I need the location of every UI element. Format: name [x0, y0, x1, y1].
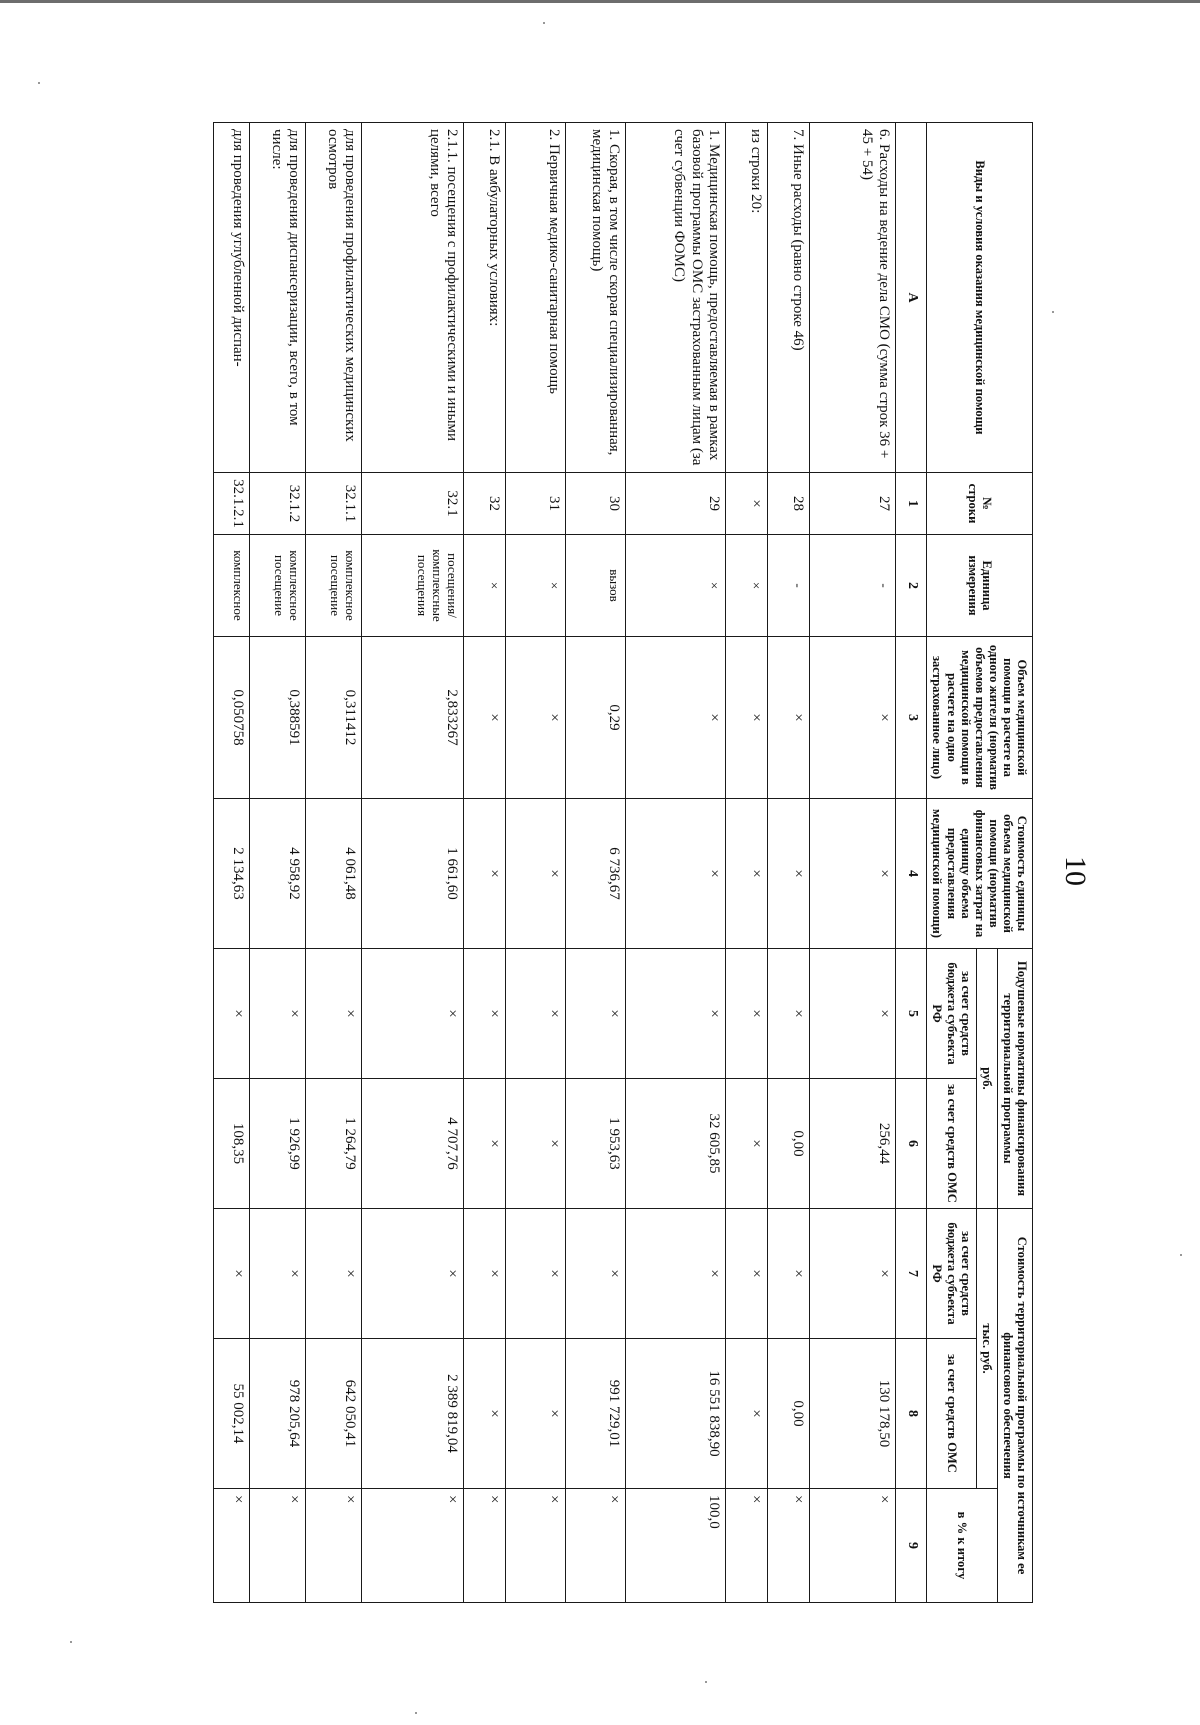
row-line-number: 27	[810, 473, 896, 535]
row-line-number: 32	[464, 473, 506, 535]
column-number: 5	[896, 949, 927, 1079]
row-name: 2.1. В амбулаторных условиях:	[464, 123, 506, 473]
scan-speck	[705, 1681, 707, 1683]
header-unit-thousand-rub: тыс. руб.	[976, 1209, 997, 1489]
header-krub-budget: за счет средств бюджета субъекта РФ	[927, 1209, 976, 1339]
header-rub-budget: за счет средств бюджета субъекта РФ	[927, 949, 976, 1079]
row-unit-cost: ×	[626, 799, 726, 949]
page-number: 10	[1059, 856, 1092, 886]
row-krub-budget: ×	[362, 1209, 464, 1339]
row-volume: 2,833267	[362, 637, 464, 799]
row-line-number: 29	[626, 473, 726, 535]
row-line-number: 32.1	[362, 473, 464, 535]
table-row	[810, 123, 896, 1603]
row-percent: ×	[250, 1489, 306, 1603]
rotated-table-wrapper	[213, 122, 1033, 1603]
row-name: 1. Медицинская помощь, предоставляемая в рамках базовой программы ОМС застрахованным лицам (за счет субвенции ФОМС)	[626, 123, 726, 473]
row-krub-oms: 0,00	[768, 1339, 810, 1489]
row-rub-budget: ×	[626, 949, 726, 1079]
row-rub-oms: 108,35	[214, 1079, 250, 1209]
row-name: из строки 20:	[726, 123, 768, 473]
row-rub-budget: ×	[250, 949, 306, 1079]
row-volume: 0,311412	[306, 637, 362, 799]
table-row	[250, 123, 306, 1603]
row-unit: посещения/комплексные посещения	[362, 535, 464, 637]
row-line-number: ×	[726, 473, 768, 535]
row-name: для проведения диспансеризации, всего, в том числе:	[250, 123, 306, 473]
column-number: А	[896, 123, 927, 473]
row-unit-cost: 1 661,60	[362, 799, 464, 949]
table-row	[464, 123, 506, 1603]
row-volume: ×	[464, 637, 506, 799]
row-percent: ×	[362, 1489, 464, 1603]
row-unit-cost: ×	[810, 799, 896, 949]
row-percent: 100,0	[626, 1489, 726, 1603]
row-rub-oms: 32 605,85	[626, 1079, 726, 1209]
row-rub-oms: ×	[726, 1079, 768, 1209]
row-rub-budget: ×	[306, 949, 362, 1079]
row-krub-oms: 16 551 838,90	[626, 1339, 726, 1489]
row-unit-cost: 4 061,48	[306, 799, 362, 949]
row-rub-oms: 1 926,99	[250, 1079, 306, 1209]
table-row	[726, 123, 768, 1603]
row-volume: ×	[506, 637, 566, 799]
row-unit: ×	[506, 535, 566, 637]
row-name: 1. Скорая, в том числе скорая специализированная, медицинская помощь)	[566, 123, 626, 473]
row-krub-budget: ×	[464, 1209, 506, 1339]
row-krub-budget: ×	[506, 1209, 566, 1339]
row-krub-oms: 978 205,64	[250, 1339, 306, 1489]
row-krub-budget: ×	[626, 1209, 726, 1339]
row-percent: ×	[726, 1489, 768, 1603]
row-rub-oms: ×	[464, 1079, 506, 1209]
row-unit-cost: ×	[464, 799, 506, 949]
row-line-number: 31	[506, 473, 566, 535]
column-number: 1	[896, 473, 927, 535]
header-row-1	[997, 123, 1032, 1603]
scan-speck	[543, 22, 545, 24]
row-name: 2.1.1. посещения с профилактическими и иными целями, всего	[362, 123, 464, 473]
row-unit: вызов	[566, 535, 626, 637]
row-percent: ×	[464, 1489, 506, 1603]
row-rub-budget: ×	[810, 949, 896, 1079]
row-krub-oms: 130 178,50	[810, 1339, 896, 1489]
column-number: 3	[896, 637, 927, 799]
column-number: 4	[896, 799, 927, 949]
table-row	[214, 123, 250, 1603]
row-krub-oms: 991 729,01	[566, 1339, 626, 1489]
row-unit: комплексное	[214, 535, 250, 637]
header-percent-of-total: в % к итогу	[927, 1489, 997, 1603]
row-rub-budget: ×	[464, 949, 506, 1079]
row-volume: ×	[726, 637, 768, 799]
row-name: 7. Иные расходы (равно строке 46)	[768, 123, 810, 473]
row-percent: ×	[566, 1489, 626, 1603]
table-row	[566, 123, 626, 1603]
header-rub-oms: за счет средств ОМС	[927, 1079, 976, 1209]
column-number: 8	[896, 1339, 927, 1489]
column-number: 9	[896, 1489, 927, 1603]
row-volume: ×	[626, 637, 726, 799]
row-krub-budget: ×	[306, 1209, 362, 1339]
scan-speck	[70, 1641, 72, 1643]
row-krub-budget: ×	[566, 1209, 626, 1339]
row-rub-oms: 1 264,79	[306, 1079, 362, 1209]
header-krub-oms: за счет средств ОМС	[927, 1339, 976, 1489]
row-unit: ×	[464, 535, 506, 637]
header-unit-rub: руб.	[976, 949, 997, 1209]
row-rub-oms: ×	[506, 1079, 566, 1209]
row-rub-budget: ×	[566, 949, 626, 1079]
table-row	[306, 123, 362, 1603]
header-volume-per-capita: Объем медицинской помощи в расчете на одного жителя (норматив объемов предоставления медицинской помощи в расчете на одно застрахованное лицо)	[927, 637, 1033, 799]
table-row	[506, 123, 566, 1603]
row-rub-oms: 4 707,76	[362, 1079, 464, 1209]
row-percent: ×	[306, 1489, 362, 1603]
row-unit-cost: 4 958,92	[250, 799, 306, 949]
scan-speck	[38, 82, 40, 84]
row-unit: -	[768, 535, 810, 637]
row-unit: комплексное посещение	[306, 535, 362, 637]
row-krub-budget: ×	[810, 1209, 896, 1339]
row-volume: 0,29	[566, 637, 626, 799]
row-rub-budget: ×	[506, 949, 566, 1079]
row-percent: ×	[810, 1489, 896, 1603]
scan-speck	[1052, 311, 1054, 313]
row-name: для проведения профилактических медицинских осмотров	[306, 123, 362, 473]
row-rub-budget: ×	[214, 949, 250, 1079]
row-krub-budget: ×	[726, 1209, 768, 1339]
row-unit: комплексное посещение	[250, 535, 306, 637]
row-line-number: 30	[566, 473, 626, 535]
header-kinds-of-care: Виды и условия оказания медицинской помощи	[927, 123, 1033, 473]
table-row	[626, 123, 726, 1603]
row-volume: 0,050758	[214, 637, 250, 799]
row-percent: ×	[214, 1489, 250, 1603]
row-unit: ×	[626, 535, 726, 637]
header-program-cost: Стоимость территориальной программы по источникам ее финансового обеспечения	[997, 1209, 1032, 1603]
row-krub-oms: ×	[464, 1339, 506, 1489]
header-unit-cost: Стоимость единицы объема медицинской помощи (норматив финансовых затрат на единицу объема предоставления медицинской помощи)	[927, 799, 1033, 949]
scan-speck	[415, 1712, 417, 1714]
header-per-capita-norms: Подушевые нормативы финансирования территориальной программы	[997, 949, 1032, 1209]
row-rub-budget: ×	[362, 949, 464, 1079]
row-rub-budget: ×	[768, 949, 810, 1079]
row-name: 2. Первичная медико-санитарная помощь	[506, 123, 566, 473]
row-line-number: 32.1.1	[306, 473, 362, 535]
row-krub-oms: ×	[506, 1339, 566, 1489]
row-rub-oms: 0,00	[768, 1079, 810, 1209]
row-volume: ×	[768, 637, 810, 799]
header-unit: Единица измерения	[927, 535, 1033, 637]
column-number: 2	[896, 535, 927, 637]
row-krub-oms: ×	[726, 1339, 768, 1489]
row-unit: ×	[726, 535, 768, 637]
row-rub-budget: ×	[726, 949, 768, 1079]
row-name: 6. Расходы на ведение дела СМО (сумма строк 36 + 45 + 54)	[810, 123, 896, 473]
row-name: для проведения углубленной диспан-	[214, 123, 250, 473]
row-unit-cost: ×	[506, 799, 566, 949]
row-percent: ×	[506, 1489, 566, 1603]
header-line-number: № строки	[927, 473, 1033, 535]
row-krub-oms: 2 389 819,04	[362, 1339, 464, 1489]
row-unit-cost: ×	[768, 799, 810, 949]
row-unit-cost: 2 134,63	[214, 799, 250, 949]
row-volume: ×	[810, 637, 896, 799]
row-rub-oms: 256,44	[810, 1079, 896, 1209]
column-number-row	[896, 123, 927, 1603]
column-number: 7	[896, 1209, 927, 1339]
row-line-number: 28	[768, 473, 810, 535]
scan-speck	[1180, 1254, 1182, 1256]
row-unit: -	[810, 535, 896, 637]
row-line-number: 32.1.2.1	[214, 473, 250, 535]
row-krub-oms: 55 002,14	[214, 1339, 250, 1489]
row-rub-oms: 1 953,63	[566, 1079, 626, 1209]
row-krub-oms: 642 050,41	[306, 1339, 362, 1489]
row-unit-cost: ×	[726, 799, 768, 949]
row-krub-budget: ×	[214, 1209, 250, 1339]
row-percent: ×	[768, 1489, 810, 1603]
row-krub-budget: ×	[250, 1209, 306, 1339]
row-unit-cost: 6 736,67	[566, 799, 626, 949]
row-line-number: 32.1.2	[250, 473, 306, 535]
row-volume: 0,388591	[250, 637, 306, 799]
scan-top-edge	[0, 0, 1200, 3]
column-number: 6	[896, 1079, 927, 1209]
row-krub-budget: ×	[768, 1209, 810, 1339]
program-cost-table	[213, 122, 1033, 1603]
table-row	[362, 123, 464, 1603]
table-row	[768, 123, 810, 1603]
